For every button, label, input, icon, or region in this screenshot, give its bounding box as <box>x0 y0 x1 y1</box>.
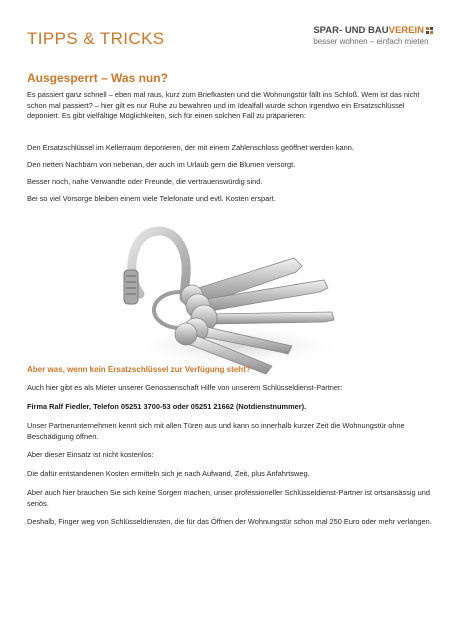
section2-paragraph-4: Aber dieser Einsatz ist nicht kostenlos: <box>27 450 154 459</box>
logo-text-accent: VEREIN <box>388 25 424 36</box>
section2-paragraph-1: Auch hier gibt es als Mieter unserer Genossenschaft Hilfe von unserem Schlüsseldienst-Partner: <box>27 383 343 392</box>
logo-squares-icon <box>426 27 433 34</box>
section1-paragraph-2: Den Ersatzschlüssel im Kellerraum deponieren, der mit einem Zahlenschloss geöffnet werden kann. <box>27 143 354 152</box>
section2-heading: Aber was, wenn kein Ersatzschlüssel zur Verfügung steht? <box>27 365 251 374</box>
section1-paragraph-1: Es passiert ganz schnell – eben mal raus, kurz zum Briefkasten und die Wohnungstür fällt ins Schloß. Wem ist das nicht schon mal passiert? – hier gilt es nur Ruhe zu bewahren und im Idealfall wurde schon irgendwo ein Ersatzschlüssel deponiert. Es gibt vielfältige Möglichkeiten, sich für einen solchen Fall zu präparieren: <box>27 90 420 120</box>
section1-paragraph-3: Den netten Nachbarn von nebenan, der auch im Urlaub gern die Blumen versorgt. <box>27 160 296 169</box>
company-logo <box>313 25 433 46</box>
page-header-title: TIPPS & TRICKS <box>27 29 165 48</box>
section1-paragraph-4: Besser noch, nahe Verwandte oder Freunde, die vertrauenswürdig sind. <box>27 177 263 186</box>
section2-paragraph-5: Die dafür entstandenen Kosten ermitteln sich je nach Aufwand, Zeit, plus Anfahrtsweg. <box>27 469 310 478</box>
keys-photo <box>96 216 358 386</box>
section2-paragraph-6: Aber auch hier brauchen Sie sich keine Sorgen machen, unser professioneller Schlüsseldienst-Partner ist ortsansässig und seriös. <box>27 488 431 508</box>
section2-paragraph-7: Deshalb, Finger weg von Schlüsseldiensten, die für das Öffnen der Wohnungstür schon mal 250 Euro oder mehr verlangen. <box>27 517 432 526</box>
section2-paragraph-3: Unser Partnerunternehmen kennt sich mit allen Türen aus und kann so innerhalb kurzer Zeit die Wohnungstür ohne Beschädigung öffnen. <box>27 421 405 441</box>
logo-text-main: SPAR- UND BAU <box>313 25 389 36</box>
section1-paragraph-5: Bei so viel Vorsorge bleiben einem viele Telefonate und evtl. Kosten erspart. <box>27 194 276 203</box>
section1-heading: Ausgesperrt – Was nun? <box>27 71 168 85</box>
section2-contact-line: Firma Ralf Fiedler, Telefon 05251 3700-53 oder 05251 21662 (Notdienstnummer). <box>27 402 307 411</box>
logo-tagline: besser wohnen – einfach mieten <box>313 37 429 46</box>
